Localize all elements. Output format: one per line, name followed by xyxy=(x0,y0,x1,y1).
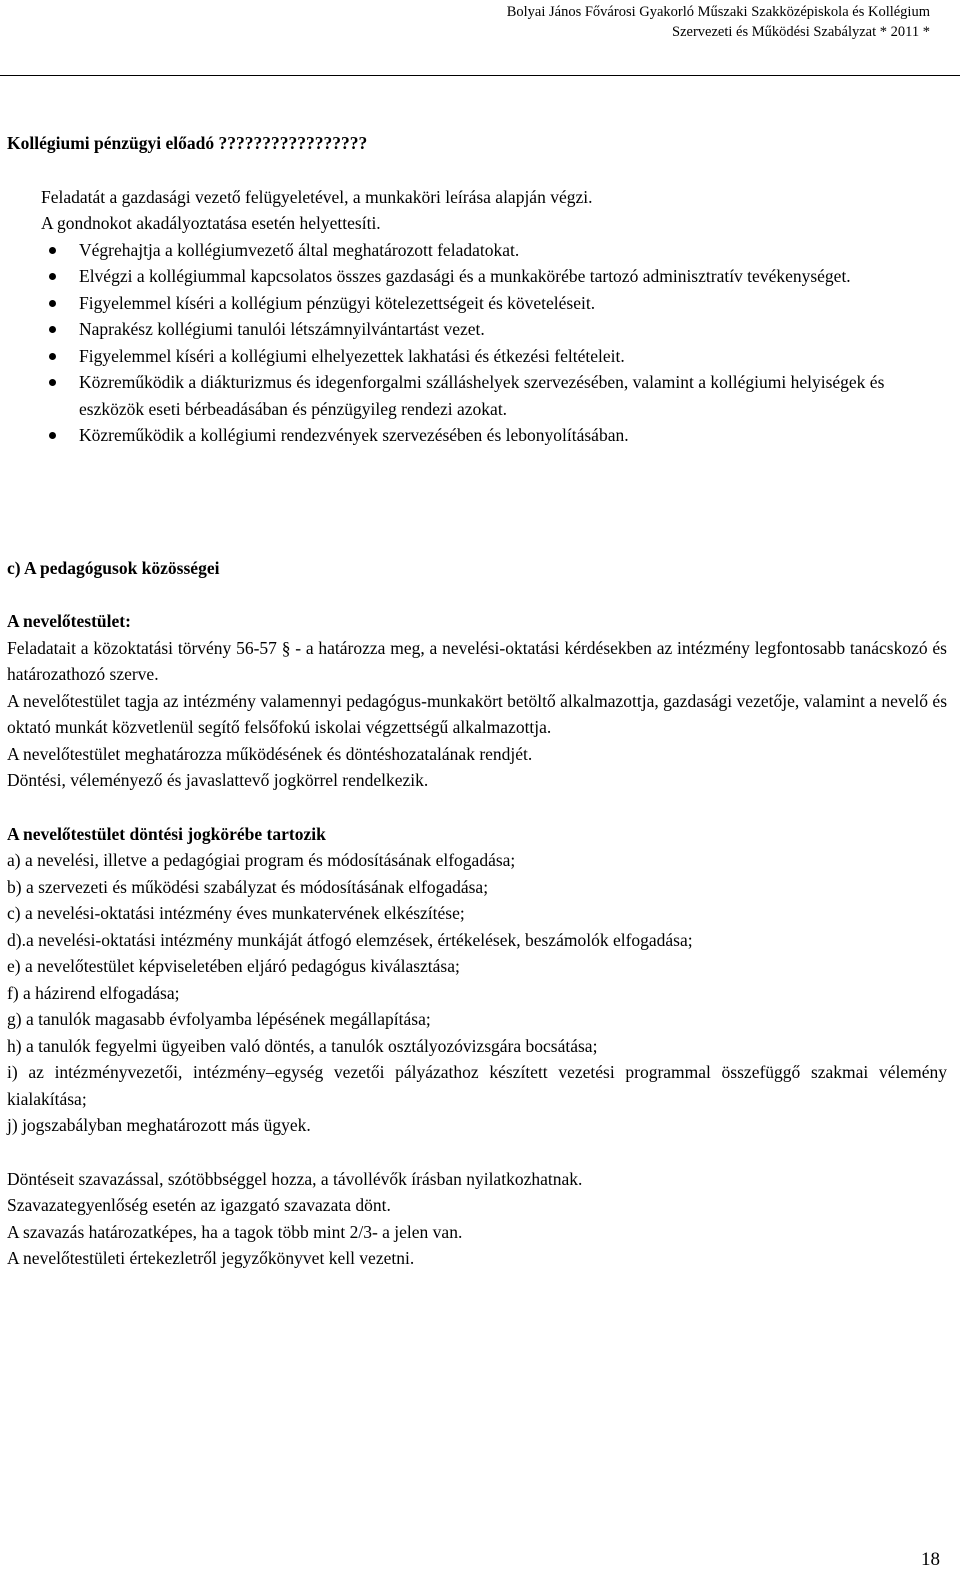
list-item: Közreműködik a diákturizmus és idegenforgalmi szálláshelyek szervezésében, valamint a kollégiumi helyiségek és eszközök eseti bérbeadásában és pénzügyileg rendezi azokat. xyxy=(79,369,947,422)
intro-line: A gondnokot akadályoztatása esetén helyettesíti. xyxy=(41,213,381,233)
page-number: 18 xyxy=(921,1549,940,1570)
section-title-penzugyi-eloado: Kollégiumi pénzügyi előadó ????????????????? xyxy=(7,133,368,153)
header-divider xyxy=(0,75,960,76)
list-title-dontesi-jogkor: A nevelőtestület döntési jogkörébe tartozik xyxy=(7,823,326,844)
header-document-title: Szervezeti és Működési Szabályzat * 2011 * xyxy=(672,24,930,40)
list-item: b) a szervezeti és működési szabályzat és módosításának elfogadása; xyxy=(7,876,489,897)
paragraph: Feladatait a közoktatási törvény 56-57 § - a határozza meg, a nevelési-oktatási kérdésekben az intézmény legfontosabb tanácskozó és határozathozó szerve. xyxy=(7,637,947,684)
duties-bullet-list xyxy=(7,237,947,449)
closing-line: Szavazategyenlőség esetén az igazgató szavazata dönt. xyxy=(7,1195,391,1215)
list-item: d).a nevelési-oktatási intézmény munkáját átfogó elemzések, értékelések, beszámolók elfogadása; xyxy=(7,929,693,950)
section-title-pedagogusok: c) A pedagógusok közösségei xyxy=(7,557,220,578)
list-item: Figyelemmel kíséri a kollégiumi elhelyezettek lakhatási és étkezési feltételeit. xyxy=(79,343,947,370)
closing-line: A nevelőtestületi értekezletről jegyzőkönyvet kell vezetni. xyxy=(7,1248,415,1268)
subtitle-nevelotestulet: A nevelőtestület: xyxy=(7,611,131,631)
decision-list xyxy=(7,847,947,1139)
page-header xyxy=(507,2,930,42)
document-body xyxy=(7,130,947,1272)
paragraph: A nevelőtestület tagja az intézmény valamennyi pedagógus-munkakört betöltő alkalmazottja, gazdasági vezetője, valamint a nevelő és oktató munkát közvetlenül segítő felsőfokú iskolai végzettségű alkalmazottja. xyxy=(7,690,947,737)
list-item: e) a nevelőtestület képviseletében eljáró pedagógus kiválasztása; xyxy=(7,956,460,976)
list-item: h) a tanulók fegyelmi ügyeiben való döntés, a tanulók osztályozóvizsgára bocsátása; xyxy=(7,1035,598,1056)
list-item: j) jogszabályban meghatározott más ügyek. xyxy=(7,1115,311,1135)
header-institution: Bolyai János Fővárosi Gyakorló Műszaki Szakközépiskola és Kollégium xyxy=(506,4,930,20)
list-item: Naprakész kollégiumi tanulói létszámnyilvántartást vezet. xyxy=(79,316,947,343)
intro-line: Feladatát a gazdasági vezető felügyeletével, a munkaköri leírása alapján végzi. xyxy=(41,186,593,207)
list-item: Közreműködik a kollégiumi rendezvények szervezésében és lebonyolításában. xyxy=(79,422,947,449)
list-item: a) a nevelési, illetve a pedagógiai program és módosításának elfogadása; xyxy=(7,850,516,870)
list-item: g) a tanulók magasabb évfolyamba lépésének megállapítása; xyxy=(7,1009,431,1029)
list-item: i) az intézményvezetői, intézmény–egység vezetői pályázathoz készített vezetési programmal összefüggő szakmai vélemény kialakítása; xyxy=(7,1062,947,1109)
list-item: Elvégzi a kollégiummal kapcsolatos összes gazdasági és a munkakörébe tartozó adminisztratív tevékenységet. xyxy=(79,263,947,290)
list-item: c) a nevelési-oktatási intézmény éves munkatervének elkészítése; xyxy=(7,903,465,923)
paragraph: A nevelőtestület meghatározza működésének és döntéshozatalának rendjét. xyxy=(7,743,533,764)
list-item: Figyelemmel kíséri a kollégium pénzügyi kötelezettségeit és követeléseit. xyxy=(79,290,947,317)
list-item: Végrehajtja a kollégiumvezető által meghatározott feladatokat. xyxy=(79,237,947,264)
closing-line: A szavazás határozatképes, ha a tagok több mint 2/3- a jelen van. xyxy=(7,1221,463,1242)
paragraph: Döntési, véleményező és javaslattevő jogkörrel rendelkezik. xyxy=(7,770,429,790)
list-item: f) a házirend elfogadása; xyxy=(7,982,180,1003)
closing-line: Döntéseit szavazással, szótöbbséggel hozza, a távollévők írásban nyilatkozhatnak. xyxy=(7,1168,583,1189)
